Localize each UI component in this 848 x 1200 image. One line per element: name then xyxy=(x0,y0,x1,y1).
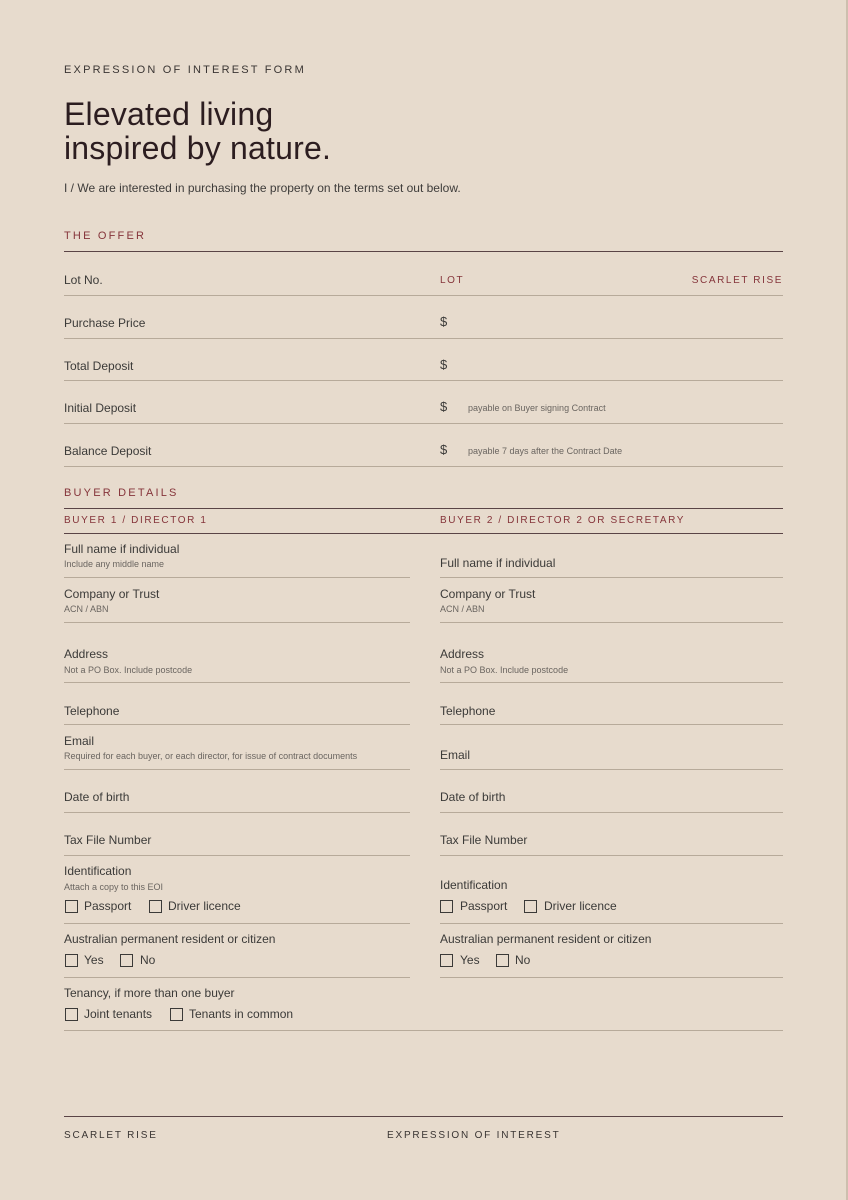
total-deposit-label: Total Deposit xyxy=(64,359,134,373)
divider xyxy=(440,977,783,978)
initial-deposit-field[interactable]: $ xyxy=(440,399,448,414)
divider xyxy=(440,923,783,924)
buyer1-address-label: Address xyxy=(64,647,109,661)
buyer1-driver-licence-checkbox[interactable] xyxy=(149,900,162,913)
buyer1-dob-label: Date of birth xyxy=(64,790,130,804)
joint-tenants-checkbox[interactable] xyxy=(65,1008,78,1021)
balance-deposit-label: Balance Deposit xyxy=(64,444,152,458)
divider xyxy=(64,1030,783,1031)
buyer2-identification-label: Identification xyxy=(440,878,508,892)
joint-tenants-label: Joint tenants xyxy=(84,1007,153,1021)
buyer2-resident-yes-label: Yes xyxy=(460,953,480,967)
divider xyxy=(64,812,410,813)
buyer2-company-label: Company or Trust xyxy=(440,587,536,601)
lot-estate-name: SCARLET RISE xyxy=(691,275,783,286)
buyer1-heading: BUYER 1 / DIRECTOR 1 xyxy=(64,515,208,526)
title-line-1: Elevated living xyxy=(64,96,274,132)
buyer2-passport-label: Passport xyxy=(460,899,508,913)
buyer1-resident-label: Australian permanent resident or citizen xyxy=(64,932,276,946)
divider xyxy=(440,622,783,623)
buyer1-full-name-note: Include any middle name xyxy=(64,559,165,569)
buyer2-tfn-label: Tax File Number xyxy=(440,833,528,847)
buyer2-telephone-label: Telephone xyxy=(440,704,496,718)
buyer-top-rule xyxy=(64,508,783,509)
buyer1-full-name-label: Full name if individual xyxy=(64,542,180,556)
divider xyxy=(64,380,783,381)
balance-deposit-field[interactable]: $ xyxy=(440,442,448,457)
divider xyxy=(64,855,410,856)
buyer2-address-note: Not a PO Box. Include postcode xyxy=(440,665,569,675)
balance-deposit-note: payable 7 days after the Contract Date xyxy=(468,446,623,456)
buyer2-resident-yes-checkbox[interactable] xyxy=(440,954,453,967)
lot-prefix[interactable]: LOT xyxy=(440,275,465,286)
initial-deposit-note: payable on Buyer signing Contract xyxy=(468,403,606,413)
offer-top-rule xyxy=(64,251,783,252)
footer-rule xyxy=(64,1116,783,1117)
buyer1-company-note: ACN / ABN xyxy=(64,604,109,614)
buyer2-driver-licence-checkbox[interactable] xyxy=(524,900,537,913)
divider xyxy=(64,338,783,339)
buyer1-resident-no-checkbox[interactable] xyxy=(120,954,133,967)
initial-deposit-label: Initial Deposit xyxy=(64,401,137,415)
divider xyxy=(64,682,410,683)
divider xyxy=(440,769,783,770)
tenancy-label: Tenancy, if more than one buyer xyxy=(64,986,235,1000)
form-label: EXPRESSION OF INTEREST FORM xyxy=(64,64,306,76)
title-line-2: inspired by nature. xyxy=(64,130,332,166)
buyer2-email-label: Email xyxy=(440,748,471,762)
divider xyxy=(64,769,410,770)
divider xyxy=(64,724,410,725)
buyer-details-heading: BUYER DETAILS xyxy=(64,487,179,499)
divider xyxy=(64,295,783,296)
buyer2-resident-no-label: No xyxy=(515,953,531,967)
buyer1-passport-checkbox[interactable] xyxy=(65,900,78,913)
divider xyxy=(440,724,783,725)
offer-heading: THE OFFER xyxy=(64,230,147,242)
buyer2-resident-label: Australian permanent resident or citizen xyxy=(440,932,652,946)
tenants-in-common-label: Tenants in common xyxy=(189,1007,294,1021)
buyer1-address-note: Not a PO Box. Include postcode xyxy=(64,665,193,675)
buyer-header-rule xyxy=(64,533,783,534)
page-title xyxy=(64,97,331,165)
buyer2-resident-no-checkbox[interactable] xyxy=(496,954,509,967)
footer-brand: SCARLET RISE xyxy=(64,1130,158,1141)
divider xyxy=(64,466,783,467)
buyer2-company-note: ACN / ABN xyxy=(440,604,485,614)
buyer1-resident-yes-label: Yes xyxy=(84,953,104,967)
divider xyxy=(64,923,410,924)
divider xyxy=(440,682,783,683)
buyer1-email-note: Required for each buyer, or each director, for issue of contract documents xyxy=(64,751,358,761)
divider xyxy=(440,812,783,813)
divider xyxy=(440,855,783,856)
footer-title: EXPRESSION OF INTEREST xyxy=(387,1130,561,1141)
buyer2-full-name-label: Full name if individual xyxy=(440,556,556,570)
purchase-price-field[interactable]: $ xyxy=(440,314,448,329)
divider xyxy=(64,622,410,623)
divider xyxy=(64,423,783,424)
buyer1-identification-label: Identification xyxy=(64,864,132,878)
purchase-price-label: Purchase Price xyxy=(64,316,146,330)
buyer2-address-label: Address xyxy=(440,647,485,661)
buyer2-dob-label: Date of birth xyxy=(440,790,506,804)
buyer2-driver-licence-label: Driver licence xyxy=(544,899,617,913)
buyer2-heading: BUYER 2 / DIRECTOR 2 OR SECRETARY xyxy=(440,515,686,526)
buyer1-resident-no-label: No xyxy=(140,953,156,967)
divider xyxy=(64,577,410,578)
buyer1-identification-note: Attach a copy to this EOI xyxy=(64,882,164,892)
divider xyxy=(64,977,410,978)
divider xyxy=(440,577,783,578)
buyer1-resident-yes-checkbox[interactable] xyxy=(65,954,78,967)
buyer1-driver-licence-label: Driver licence xyxy=(168,899,241,913)
lot-number-label: Lot No. xyxy=(64,273,103,287)
buyer1-telephone-label: Telephone xyxy=(64,704,120,718)
buyer1-company-label: Company or Trust xyxy=(64,587,160,601)
total-deposit-field[interactable]: $ xyxy=(440,357,448,372)
buyer1-email-label: Email xyxy=(64,734,95,748)
buyer1-passport-label: Passport xyxy=(84,899,132,913)
buyer2-passport-checkbox[interactable] xyxy=(440,900,453,913)
intro-text: I / We are interested in purchasing the property on the terms set out below. xyxy=(64,181,461,195)
tenants-in-common-checkbox[interactable] xyxy=(170,1008,183,1021)
buyer1-tfn-label: Tax File Number xyxy=(64,833,152,847)
